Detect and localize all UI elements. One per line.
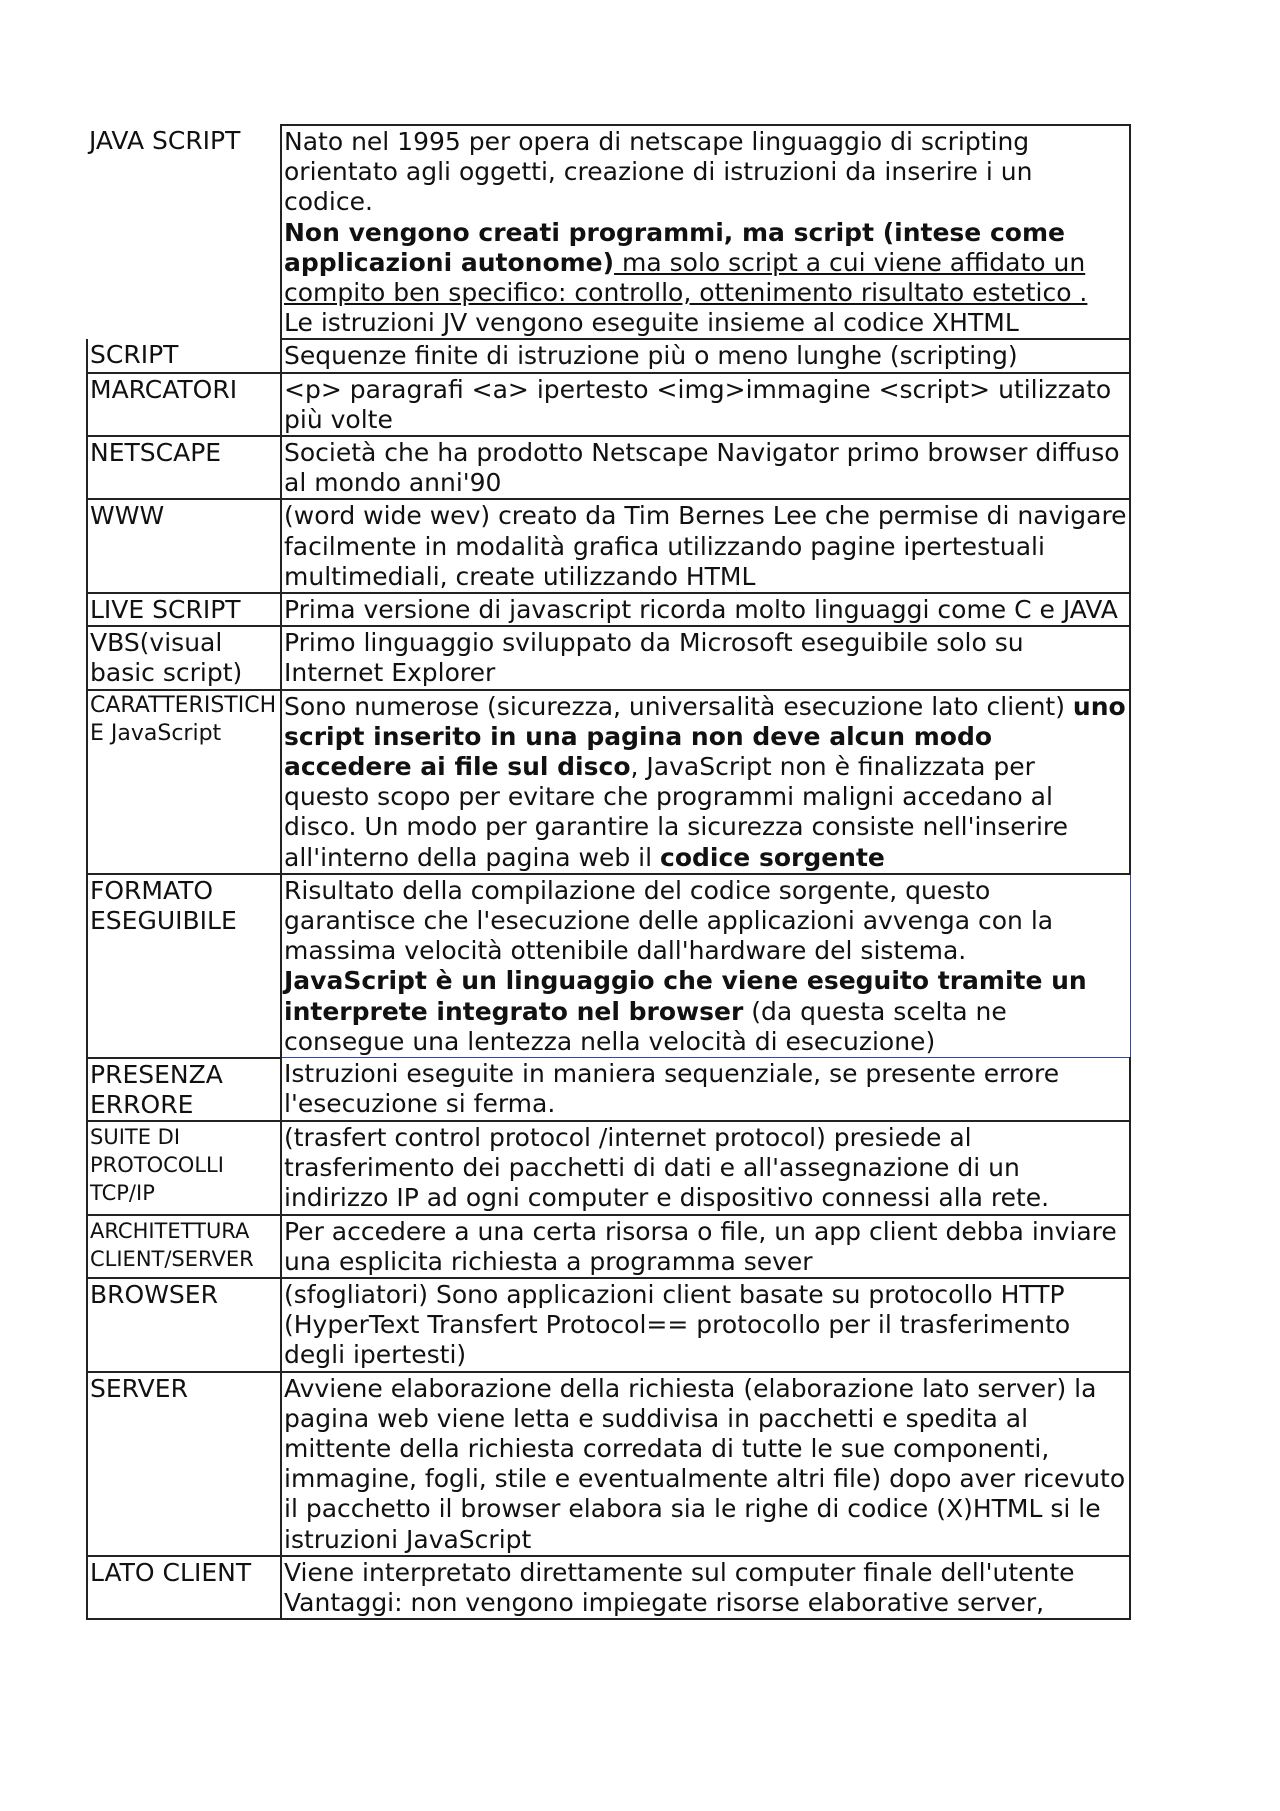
- description-text: Sono numerose (sicurezza, universalità esecuzione lato client): [284, 691, 1073, 721]
- term-cell: VBS(visual basic script): [87, 626, 281, 689]
- table-row: [87, 1372, 1130, 1556]
- description-text: (da questa scelta ne consegue una lentezza nella velocità di esecuzione): [284, 996, 1007, 1056]
- table-row: [87, 373, 1130, 436]
- term-cell: CARATTERISTICHE JavaScript: [87, 690, 281, 874]
- description-cell: [281, 874, 1130, 1058]
- term-cell: SERVER: [87, 1372, 281, 1556]
- glossary-table: [86, 124, 1131, 1620]
- description-text: codice sorgente: [660, 842, 885, 872]
- description-cell: [281, 690, 1130, 874]
- term-cell: PRESENZA ERRORE: [87, 1058, 281, 1121]
- description-cell: [281, 626, 1130, 689]
- description-text: uno script inserito in una pagina non deve alcun modo accedere ai file sul disco: [284, 691, 1126, 782]
- term-cell: SUITE DI PROTOCOLLI TCP/IP: [87, 1121, 281, 1215]
- description-cell: [281, 436, 1130, 499]
- description-text: Non vengono creati programmi, ma script (intese come applicazioni autonome): [284, 217, 1065, 277]
- term-cell: JAVA SCRIPT: [87, 125, 281, 339]
- description-text: Primo linguaggio sviluppato da Microsoft eseguibile solo su Internet Explorer: [284, 628, 1024, 688]
- table-row: [87, 1278, 1130, 1372]
- description-text: Per accedere a una certa risorsa o file, un app client debba inviare una esplicita richiesta a programma sever: [284, 1216, 1117, 1276]
- table-row: [87, 1215, 1130, 1278]
- table-row: [87, 1058, 1130, 1121]
- term-cell: SCRIPT: [87, 339, 281, 372]
- description-text: ma solo script a cui viene affidato un compito ben specifico: controllo, ottenimento risultato estetico .: [284, 247, 1088, 308]
- term-cell: BROWSER: [87, 1278, 281, 1372]
- description-text: Prima versione di javascript ricorda molto linguaggi come C e JAVA: [284, 595, 1118, 625]
- description-cell: [281, 373, 1130, 436]
- term-cell: LATO CLIENT: [87, 1556, 281, 1619]
- description-text: , JavaScript non è finalizzata per questo scopo per evitare che programmi maligni accedano al disco. Un modo per garantire la sicurezza consiste nell'inserire all'interno della pagina web il: [284, 752, 1069, 872]
- term-cell: WWW: [87, 499, 281, 593]
- description-text: Le istruzioni JV vengono eseguite insieme al codice XHTML: [284, 308, 1019, 338]
- table-row: [87, 499, 1130, 593]
- description-cell: [281, 1121, 1130, 1215]
- table-row: [87, 1556, 1130, 1619]
- table-row: [87, 339, 1130, 372]
- glossary-table-body: [87, 125, 1130, 1619]
- description-text: Società che ha prodotto Netscape Navigator primo browser diffuso al mondo anni'90: [284, 438, 1120, 498]
- table-row: [87, 690, 1130, 874]
- description-text: Risultato della compilazione del codice sorgente, questo garantisce che l'esecuzione delle applicazioni avvenga con la massima velocità ottenibile dall'hardware del sistema.: [284, 875, 1054, 966]
- description-text: (word wide wev) creato da Tim Bernes Lee che permise di navigare facilmente in modalità grafica utilizzando pagine ipertestuali multimediali, create utilizzando HTML: [284, 501, 1127, 591]
- description-text: Nato nel 1995 per opera di netscape linguaggio di scripting orientato agli oggetti, creazione di istruzioni da inserire i un codice.: [284, 127, 1033, 217]
- description-cell: [281, 593, 1130, 626]
- description-text: Avviene elaborazione della richiesta (elaborazione lato server) la pagina web viene letta e suddivisa in pacchetti e spedita al mittente della richiesta corredata di tutte le sue componenti, immagine, fogli, stile e eventualmente altri file) dopo aver ricevuto il pacchetto il browser elabora sia le righe di codice (X)HTML si le istruzioni JavaScript: [284, 1373, 1126, 1554]
- term-cell: FORMATO ESEGUIBILE: [87, 874, 281, 1058]
- term-cell: ARCHITETTURA CLIENT/SERVER: [87, 1215, 281, 1278]
- description-cell: [281, 339, 1130, 372]
- description-text: JavaScript è un linguaggio che viene eseguito tramite un interprete integrato nel browser: [284, 966, 1087, 1026]
- term-cell: NETSCAPE: [87, 436, 281, 499]
- description-cell: [281, 499, 1130, 593]
- description-text: Istruzioni eseguite in maniera sequenziale, se presente errore l'esecuzione si ferma.: [284, 1059, 1060, 1119]
- table-row: [87, 1121, 1130, 1215]
- description-cell: [281, 1372, 1130, 1556]
- description-text: (sfogliatori) Sono applicazioni client basate su protocollo HTTP (HyperText Transfert Protocol== protocollo per il trasferimento degli ipertesti): [284, 1280, 1071, 1370]
- description-text: Sequenze finite di istruzione più o meno lunghe (scripting): [284, 341, 1018, 371]
- table-row: [87, 593, 1130, 626]
- table-row: [87, 626, 1130, 689]
- description-text: <p> paragrafi <a> ipertesto <img>immagine <script> utilizzato più volte: [284, 374, 1112, 434]
- description-text: Viene interpretato direttamente sul computer finale dell'utente: [284, 1557, 1075, 1587]
- description-cell: [281, 1058, 1130, 1121]
- table-row: [87, 125, 1130, 339]
- description-cell: [281, 1278, 1130, 1372]
- term-cell: LIVE SCRIPT: [87, 593, 281, 626]
- description-text: Vantaggi: non vengono impiegate risorse elaborative server,: [284, 1588, 1045, 1618]
- table-row: [87, 436, 1130, 499]
- description-text: (trasfert control protocol /internet protocol) presiede al trasferimento dei pacchetti di dati e all'assegnazione di un indirizzo IP ad ogni computer e dispositivo connessi alla rete.: [284, 1123, 1050, 1213]
- description-cell: [281, 1556, 1130, 1619]
- term-cell: MARCATORI: [87, 373, 281, 436]
- description-cell: [281, 1215, 1130, 1278]
- description-cell: [281, 125, 1130, 339]
- table-row: [87, 874, 1130, 1058]
